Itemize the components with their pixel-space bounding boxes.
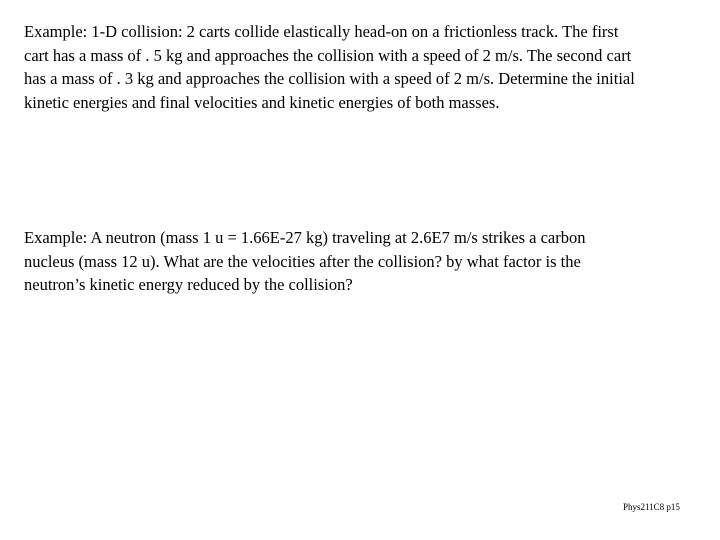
page-footer-label: Phys211C8 p15 — [623, 502, 680, 512]
example-collision-carts — [24, 20, 635, 114]
example-text-line: nucleus (mass 12 u). What are the velocities after the collision? by what factor is the — [24, 251, 581, 271]
example-neutron-carbon — [24, 226, 585, 297]
example-text-line: kinetic energies and final velocities and kinetic energies of both masses. — [24, 92, 500, 112]
example-text-line: Example: 1-D collision: 2 carts collide elastically head-on on a frictionless track. The first — [24, 22, 619, 41]
example-text-line: neutron’s kinetic energy reduced by the collision? — [24, 275, 353, 294]
example-text-line: has a mass of . 3 kg and approaches the collision with a speed of 2 m/s. Determine the initial — [24, 69, 635, 88]
example-text-line: Example: A neutron (mass 1 u = 1.66E-27 kg) traveling at 2.6E7 m/s strikes a carbon — [24, 228, 586, 247]
example-text-line: cart has a mass of . 5 kg and approaches the collision with a speed of 2 m/s. The second cart — [24, 45, 632, 65]
